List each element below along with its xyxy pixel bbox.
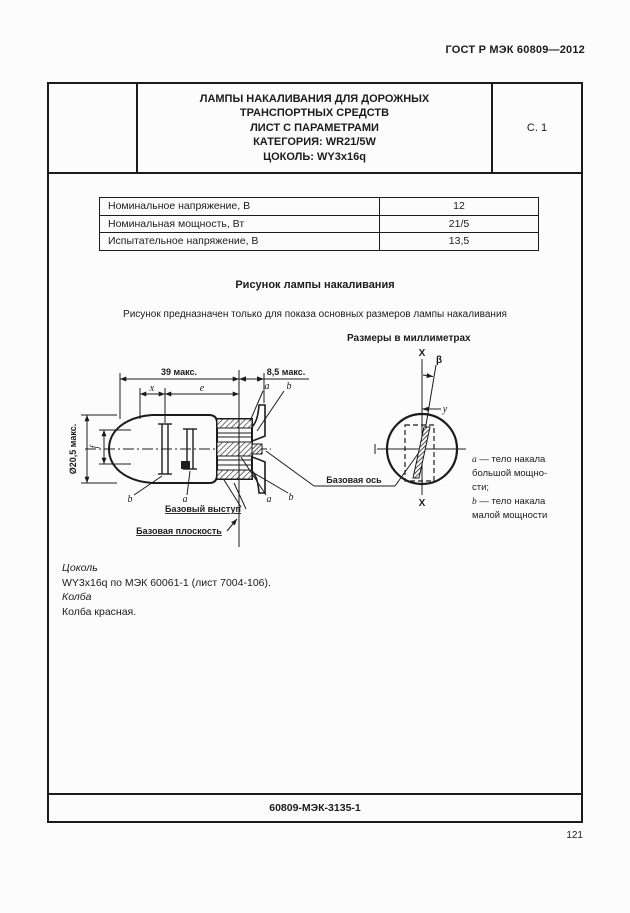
filament-b-letter: b [127, 494, 133, 505]
axis-x-mark: X [418, 348, 426, 359]
dim-85-label: 8,5 макс. [266, 367, 306, 377]
figure-legend [472, 453, 588, 523]
dim-y-label: y [442, 404, 448, 415]
page-number: 121 [566, 830, 583, 841]
base-plane-label: Базовая плоскость [136, 526, 222, 536]
parameters-table [99, 197, 539, 251]
legend-line: большой мощно- [472, 468, 548, 479]
title-line: КАТЕГОРИЯ: WR21/5W [253, 136, 376, 149]
bulb-heading: Колба [62, 591, 92, 603]
units-note: Размеры в миллиметрах [347, 333, 471, 344]
dim-39-label: 39 макс. [161, 367, 197, 377]
sheet-frame [47, 82, 583, 823]
param-label: Номинальное напряжение, В [100, 198, 380, 216]
title-line: ЛАМПЫ НАКАЛИВАНИЯ ДЛЯ ДОРОЖНЫХ [199, 92, 430, 105]
title-block [49, 84, 581, 174]
figure-title: Рисунок лампы накаливания [235, 279, 395, 291]
param-value: 12 [380, 198, 539, 216]
filament-b-letter: b [286, 381, 292, 392]
angle-beta-label: β [435, 355, 443, 366]
table-row [100, 233, 539, 251]
title-line: ЛИСТ С ПАРАМЕТРАМИ [250, 121, 379, 134]
legend-line: малой мощности [472, 510, 548, 521]
param-value: 13,5 [380, 233, 539, 251]
title-block-title [138, 84, 491, 172]
table-row [100, 198, 539, 216]
standard-header: ГОСТ Р МЭК 60809—2012 [445, 44, 585, 56]
base-text: WY3x16q по МЭК 60061-1 (лист 7004-106). [62, 576, 271, 589]
param-label: Испытательное напряжение, В [100, 233, 380, 251]
title-block-left-cell [49, 84, 138, 172]
sheet-code: 60809-МЭК-3135-1 [49, 793, 581, 821]
dim-diameter-label: Ø20,5 макс. [68, 423, 78, 475]
filament-b-letter: b [288, 492, 294, 503]
dim-e-label: e [199, 383, 205, 394]
figure-note: Рисунок предназначен только для показа основных размеров лампы накаливания [123, 309, 507, 320]
legend-line: b — тело накала [472, 496, 546, 507]
specs-section [62, 561, 271, 619]
legend-line: a — тело накала [472, 454, 546, 465]
sheet-number: С. 1 [491, 84, 581, 172]
title-line: ЦОКОЛЬ: WY3x16q [263, 150, 366, 163]
bulb-text: Колба красная. [62, 605, 137, 618]
base-heading: Цоколь [62, 562, 98, 574]
end-view-diagram [375, 359, 466, 495]
dim-f-label: f [89, 445, 100, 449]
base-axis-label: Базовая ось [326, 475, 382, 485]
param-value: 21/5 [380, 215, 539, 233]
title-line: ТРАНСПОРТНЫХ СРЕДСТВ [239, 107, 390, 120]
param-label: Номинальная мощность, Вт [100, 215, 380, 233]
filament-a-letter: a [266, 494, 272, 505]
dim-x-label: x [149, 383, 155, 394]
filament-a-letter: a [182, 494, 188, 505]
lamp-base [217, 419, 252, 479]
filament-a-letter: a [264, 381, 270, 392]
axis-x-mark: X [418, 498, 426, 509]
lamp-drawing [57, 347, 477, 562]
table-row [100, 215, 539, 233]
legend-line: сти; [472, 482, 490, 493]
base-lug-label: Базовый выступ [165, 504, 241, 514]
